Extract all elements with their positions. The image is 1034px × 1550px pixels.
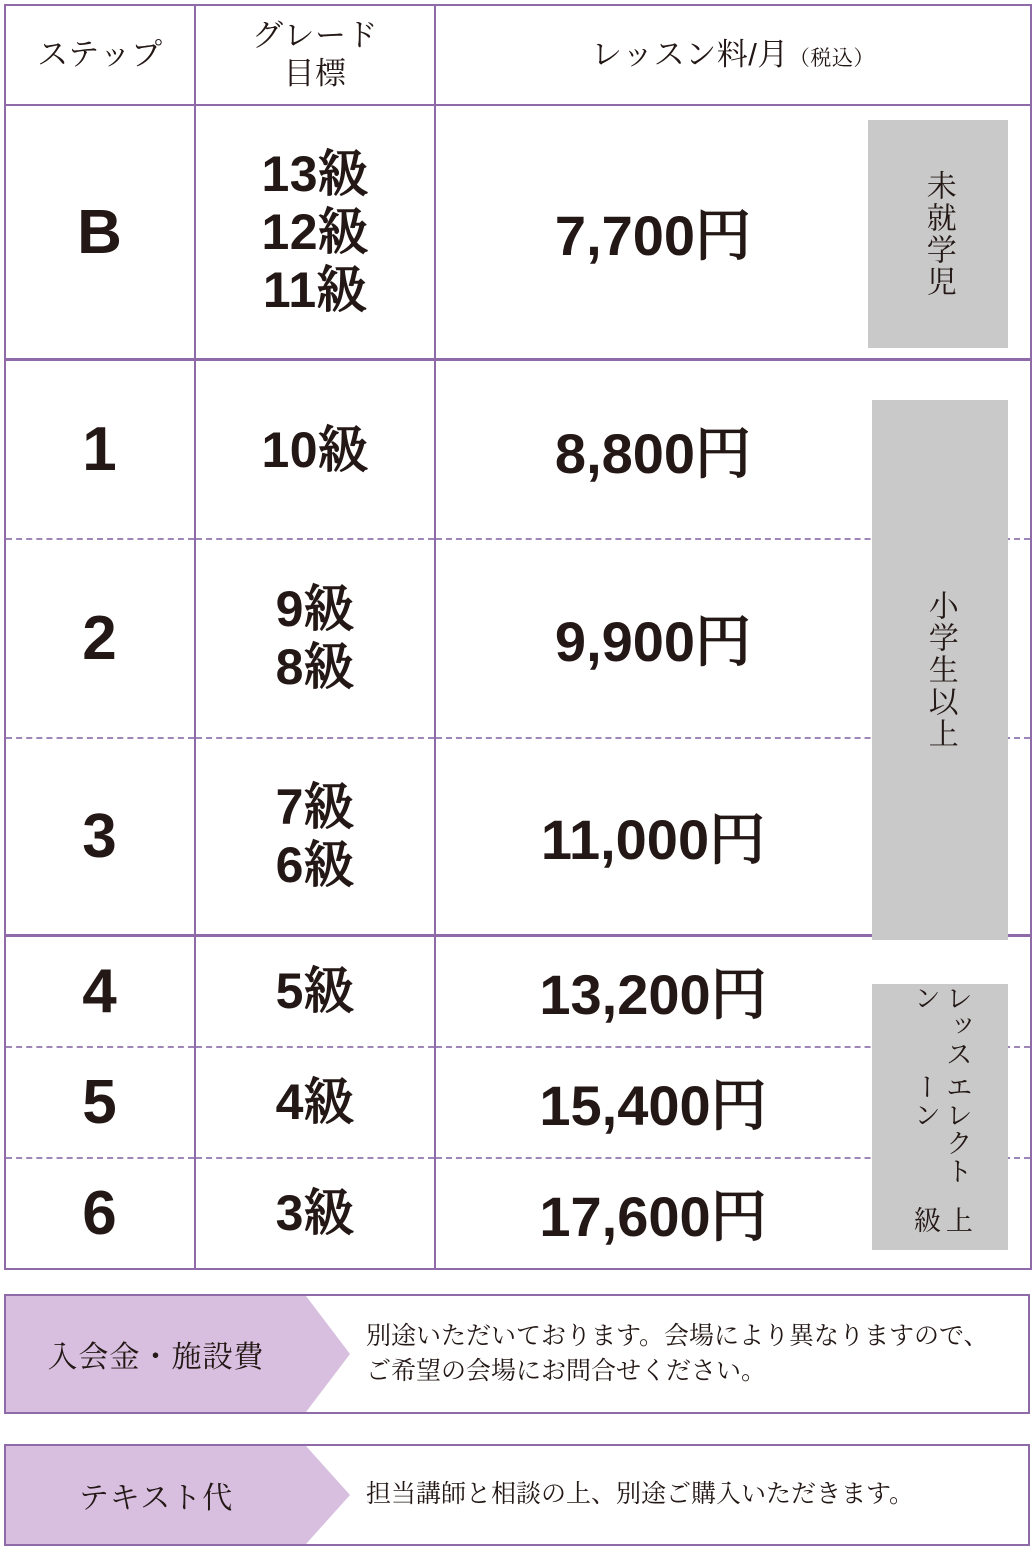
cell-grade [195, 105, 435, 360]
note-row-textbook-fee [4, 1444, 1030, 1546]
fee-value: 11,000円 [540, 808, 766, 872]
note-row-admission-fee [4, 1294, 1030, 1414]
cell-grade [195, 1158, 435, 1269]
table-header [5, 5, 1031, 105]
grade-line: 13級 [261, 146, 369, 203]
cell-grade [195, 360, 435, 540]
category-tag-advanced-line1: 上級 [910, 1205, 972, 1234]
cell-step: 4 [5, 936, 195, 1047]
cell-grade [195, 539, 435, 737]
fee-value: 7,700円 [554, 204, 752, 268]
category-tag-preschool: 未就学児 [868, 120, 1008, 348]
header-fee [435, 5, 1031, 105]
cell-step: 5 [5, 1047, 195, 1158]
fee-value: 15,400円 [539, 1074, 767, 1138]
cell-step: 3 [5, 738, 195, 936]
note-line: ご希望の会場にお問合せください。 [366, 1357, 767, 1385]
category-tag-advanced [872, 984, 1008, 1250]
cell-grade [195, 1047, 435, 1158]
grade-line: 10級 [261, 421, 369, 478]
header-fee-sub: （税込） [788, 47, 875, 71]
fee-value: 9,900円 [554, 610, 752, 674]
cell-grade [195, 936, 435, 1047]
grade-line: 7級 [275, 779, 355, 836]
note-label-textbook-fee: テキスト代 [6, 1446, 306, 1544]
grade-line: 8級 [275, 639, 355, 696]
category-tag-advanced-line2: エレクトーン [910, 1072, 972, 1185]
fee-value: 8,800円 [554, 421, 752, 485]
cell-step: B [5, 105, 195, 360]
note-body-admission-fee [306, 1296, 1028, 1412]
grade-line: 11級 [262, 262, 368, 319]
cell-step: 6 [5, 1158, 195, 1269]
grade-line: 5級 [275, 963, 355, 1020]
note-line: 担当講師と相談の上、別途ご購入いただきます。 [366, 1480, 915, 1509]
header-grade [195, 5, 435, 105]
fee-value: 17,600円 [539, 1185, 767, 1249]
cell-step: 2 [5, 539, 195, 737]
grade-line: 4級 [275, 1074, 355, 1131]
header-grade-line1: グレード [252, 18, 378, 54]
grade-line: 9級 [275, 581, 355, 638]
cell-step: 1 [5, 360, 195, 540]
header-grade-line2: 目標 [283, 56, 347, 91]
note-line: 別途いただいております。会場により異なりますので、 [366, 1321, 989, 1350]
grade-line: 3級 [275, 1185, 355, 1242]
category-tag-advanced-line3: レッスン [910, 984, 972, 1068]
grade-line: 12級 [261, 204, 369, 261]
fee-value: 13,200円 [539, 963, 767, 1027]
header-fee-main: レッスン料/月 [591, 37, 789, 73]
table-header-row [5, 5, 1031, 105]
category-tag-elementary: 小学生以上 [872, 400, 1008, 940]
note-body-textbook-fee [306, 1446, 1028, 1544]
grade-line: 6級 [275, 837, 355, 894]
cell-grade [195, 738, 435, 936]
note-label-admission-fee: 入会金・施設費 [6, 1296, 306, 1412]
header-step: ステップ [5, 5, 195, 105]
